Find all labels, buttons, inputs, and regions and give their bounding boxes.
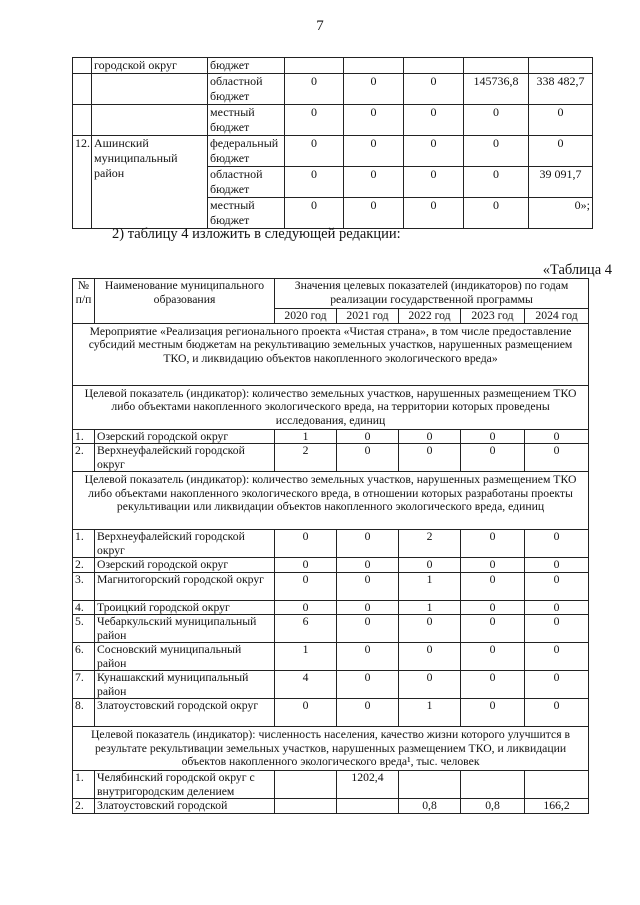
value-cell: 0 [285,198,344,229]
row-number [73,105,92,136]
row-number: 2. [73,558,95,573]
table-row [73,643,589,671]
value-cell [344,58,404,74]
value-cell: 0 [404,136,464,167]
table-row [73,74,593,105]
value-cell: 0 [525,429,589,444]
value-cell: 0 [337,671,399,699]
value-cell: 0 [525,643,589,671]
column-header-number: № п/п [73,279,95,324]
municipality-name: Ашинский муниципальный район [92,136,208,229]
indicator-heading: Целевой показатель (индикатор): количество земельных участков, нарушенных размещением ТКО либо объектами накопленного экологического вреда, в отношении которых разработаны проекты рекультивации или ликвидации объектов накопленного экологического вреда, единиц [73,472,589,530]
value-cell: 0 [461,643,525,671]
value-cell: 0 [525,444,589,472]
value-cell: 0 [399,444,461,472]
value-cell: 0 [525,600,589,615]
value-cell: 145736,8 [464,74,529,105]
column-header-values: Значения целевых показателей (индикаторов) по годам реализации государственной программы [275,279,589,309]
indicator-heading: Целевой показатель (индикатор): количество земельных участков, нарушенных размещением ТКО либо объектами накопленного экологического вреда, на территории которых проведены исследования, единиц [73,385,589,429]
value-cell: 0 [275,530,337,558]
value-cell: 0 [464,167,529,198]
value-cell: 0,8 [461,799,525,814]
municipality-name: Сосновский муниципальный район [95,643,275,671]
row-number: 1. [73,530,95,558]
table-row [73,600,589,615]
indicator-heading: Целевой показатель (индикатор): численность населения, качество жизни которого улучшится в результате рекультивации земельных участков, нарушенных размещением ТКО, и ликвидации объектов накопленного экологического вреда¹, тыс. человек [73,727,589,771]
row-number: 12. [73,136,92,229]
budget-type: областной бюджет [208,74,285,105]
value-cell: 0 [337,600,399,615]
municipality-name: Озерский городской округ [95,558,275,573]
value-cell: 0 [525,699,589,727]
value-cell: 39 091,7 [529,167,593,198]
value-cell: 0 [344,105,404,136]
value-cell: 0 [344,136,404,167]
table-row [73,105,593,136]
row-number: 1. [73,771,95,799]
value-cell: 0 [525,558,589,573]
row-number: 2. [73,799,95,814]
table-row [73,615,589,643]
value-cell: 0 [464,136,529,167]
table-row [73,671,589,699]
row-number: 7. [73,671,95,699]
municipality-name: Кунашакский муниципальный район [95,671,275,699]
municipality-name: Златоустовский городской округ [95,699,275,727]
column-header-name: Наименование муниципального образования [95,279,275,324]
municipality-name: Верхнеуфалейский городской округ [95,530,275,558]
value-cell: 0 [275,572,337,600]
value-cell: 0 [337,699,399,727]
value-cell: 0 [275,699,337,727]
value-cell: 0 [464,105,529,136]
value-cell: 0 [404,105,464,136]
municipality-name: Троицкий городской округ [95,600,275,615]
value-cell: 1 [399,699,461,727]
value-cell: 2 [399,530,461,558]
table-row [73,136,593,167]
row-number: 8. [73,699,95,727]
value-cell: 0 [399,643,461,671]
budget-type: местный бюджет [208,198,285,229]
value-cell: 0 [399,615,461,643]
value-cell: 0 [344,198,404,229]
budget-type: федеральный бюджет [208,136,285,167]
value-cell: 0 [461,572,525,600]
value-cell [337,799,399,814]
value-cell: 338 482,7 [529,74,593,105]
value-cell: 0 [337,530,399,558]
row-number [73,58,92,74]
value-cell: 0 [525,572,589,600]
value-cell: 1 [275,643,337,671]
budget-type: областной бюджет [208,167,285,198]
value-cell: 0 [285,136,344,167]
value-cell: 0 [344,167,404,198]
budget-type: бюджет [208,58,285,74]
table-row [73,699,589,727]
value-cell: 0 [461,444,525,472]
value-cell: 0 [464,198,529,229]
value-cell [529,58,593,74]
value-cell: 0 [344,74,404,105]
year-header: 2024 год [525,309,589,324]
row-number: 5. [73,615,95,643]
value-cell: 0 [529,105,593,136]
value-cell: 0 [337,429,399,444]
value-cell: 0 [285,74,344,105]
value-cell: 0 [525,530,589,558]
value-cell: 0 [337,558,399,573]
event-title: Мероприятие «Реализация регионального проекта «Чистая страна», в том числе предоставление субсидий местным бюджетам на рекультивацию земельных участков, нарушенных размещением ТКО, и ликвидацию объектов накопленного экологического вреда» [73,323,589,385]
value-cell: 0 [404,198,464,229]
value-cell: 0 [461,699,525,727]
municipality-name: Озерский городской округ [95,429,275,444]
value-cell: 2 [275,444,337,472]
row-number: 3. [73,572,95,600]
municipality-name [92,74,208,105]
table-row [73,799,589,814]
value-cell: 0»; [529,198,593,229]
value-cell: 0 [461,558,525,573]
table-caption: «Таблица 4 [542,262,612,278]
table-row [73,58,593,74]
table-row [73,429,589,444]
value-cell [275,799,337,814]
value-cell [525,771,589,799]
value-cell: 0 [525,615,589,643]
value-cell: 1202,4 [337,771,399,799]
page-number: 7 [316,18,324,34]
value-cell: 166,2 [525,799,589,814]
value-cell [464,58,529,74]
value-cell: 1 [399,572,461,600]
value-cell [285,58,344,74]
row-number [73,74,92,105]
municipality-name [92,105,208,136]
value-cell: 0 [337,444,399,472]
value-cell: 0 [461,600,525,615]
value-cell: 0 [337,615,399,643]
row-number: 2. [73,444,95,472]
value-cell: 0 [399,558,461,573]
year-header: 2023 год [461,309,525,324]
municipality-name: Магнитогорский городской округ [95,572,275,600]
table-row [73,771,589,799]
municipality-name: Верхнеуфалейский городской округ [95,444,275,472]
value-cell: 6 [275,615,337,643]
value-cell: 0 [337,643,399,671]
value-cell: 0 [285,167,344,198]
value-cell: 1 [399,600,461,615]
row-number: 4. [73,600,95,615]
value-cell: 0 [404,74,464,105]
value-cell [461,771,525,799]
value-cell: 0 [404,167,464,198]
value-cell: 0 [461,671,525,699]
value-cell: 0 [461,530,525,558]
table-row [73,530,589,558]
value-cell: 0 [461,615,525,643]
year-header: 2020 год [275,309,337,324]
value-cell: 0 [285,105,344,136]
year-header: 2021 год [337,309,399,324]
budget-type: местный бюджет [208,105,285,136]
value-cell: 0,8 [399,799,461,814]
municipality-name: Чебаркульский муниципальный район [95,615,275,643]
municipality-name: Златоустовский городской [95,799,275,814]
table-row [73,572,589,600]
value-cell: 1 [275,429,337,444]
row-number: 1. [73,429,95,444]
value-cell: 4 [275,671,337,699]
value-cell: 0 [461,429,525,444]
municipality-name: городской округ [92,58,208,74]
municipality-name: Челябинский городской округ с внутригородским делением [95,771,275,799]
value-cell [275,771,337,799]
table-row [73,444,589,472]
row-number: 6. [73,643,95,671]
value-cell [404,58,464,74]
value-cell: 0 [399,429,461,444]
value-cell: 0 [529,136,593,167]
table-4 [72,278,589,814]
value-cell: 0 [275,600,337,615]
value-cell [399,771,461,799]
value-cell: 0 [399,671,461,699]
value-cell: 0 [337,572,399,600]
intro-text: 2) таблицу 4 изложить в следующей редакции: [112,226,401,242]
previous-funding-table [72,57,593,229]
table-row [73,558,589,573]
value-cell: 0 [525,671,589,699]
value-cell: 0 [275,558,337,573]
year-header: 2022 год [399,309,461,324]
